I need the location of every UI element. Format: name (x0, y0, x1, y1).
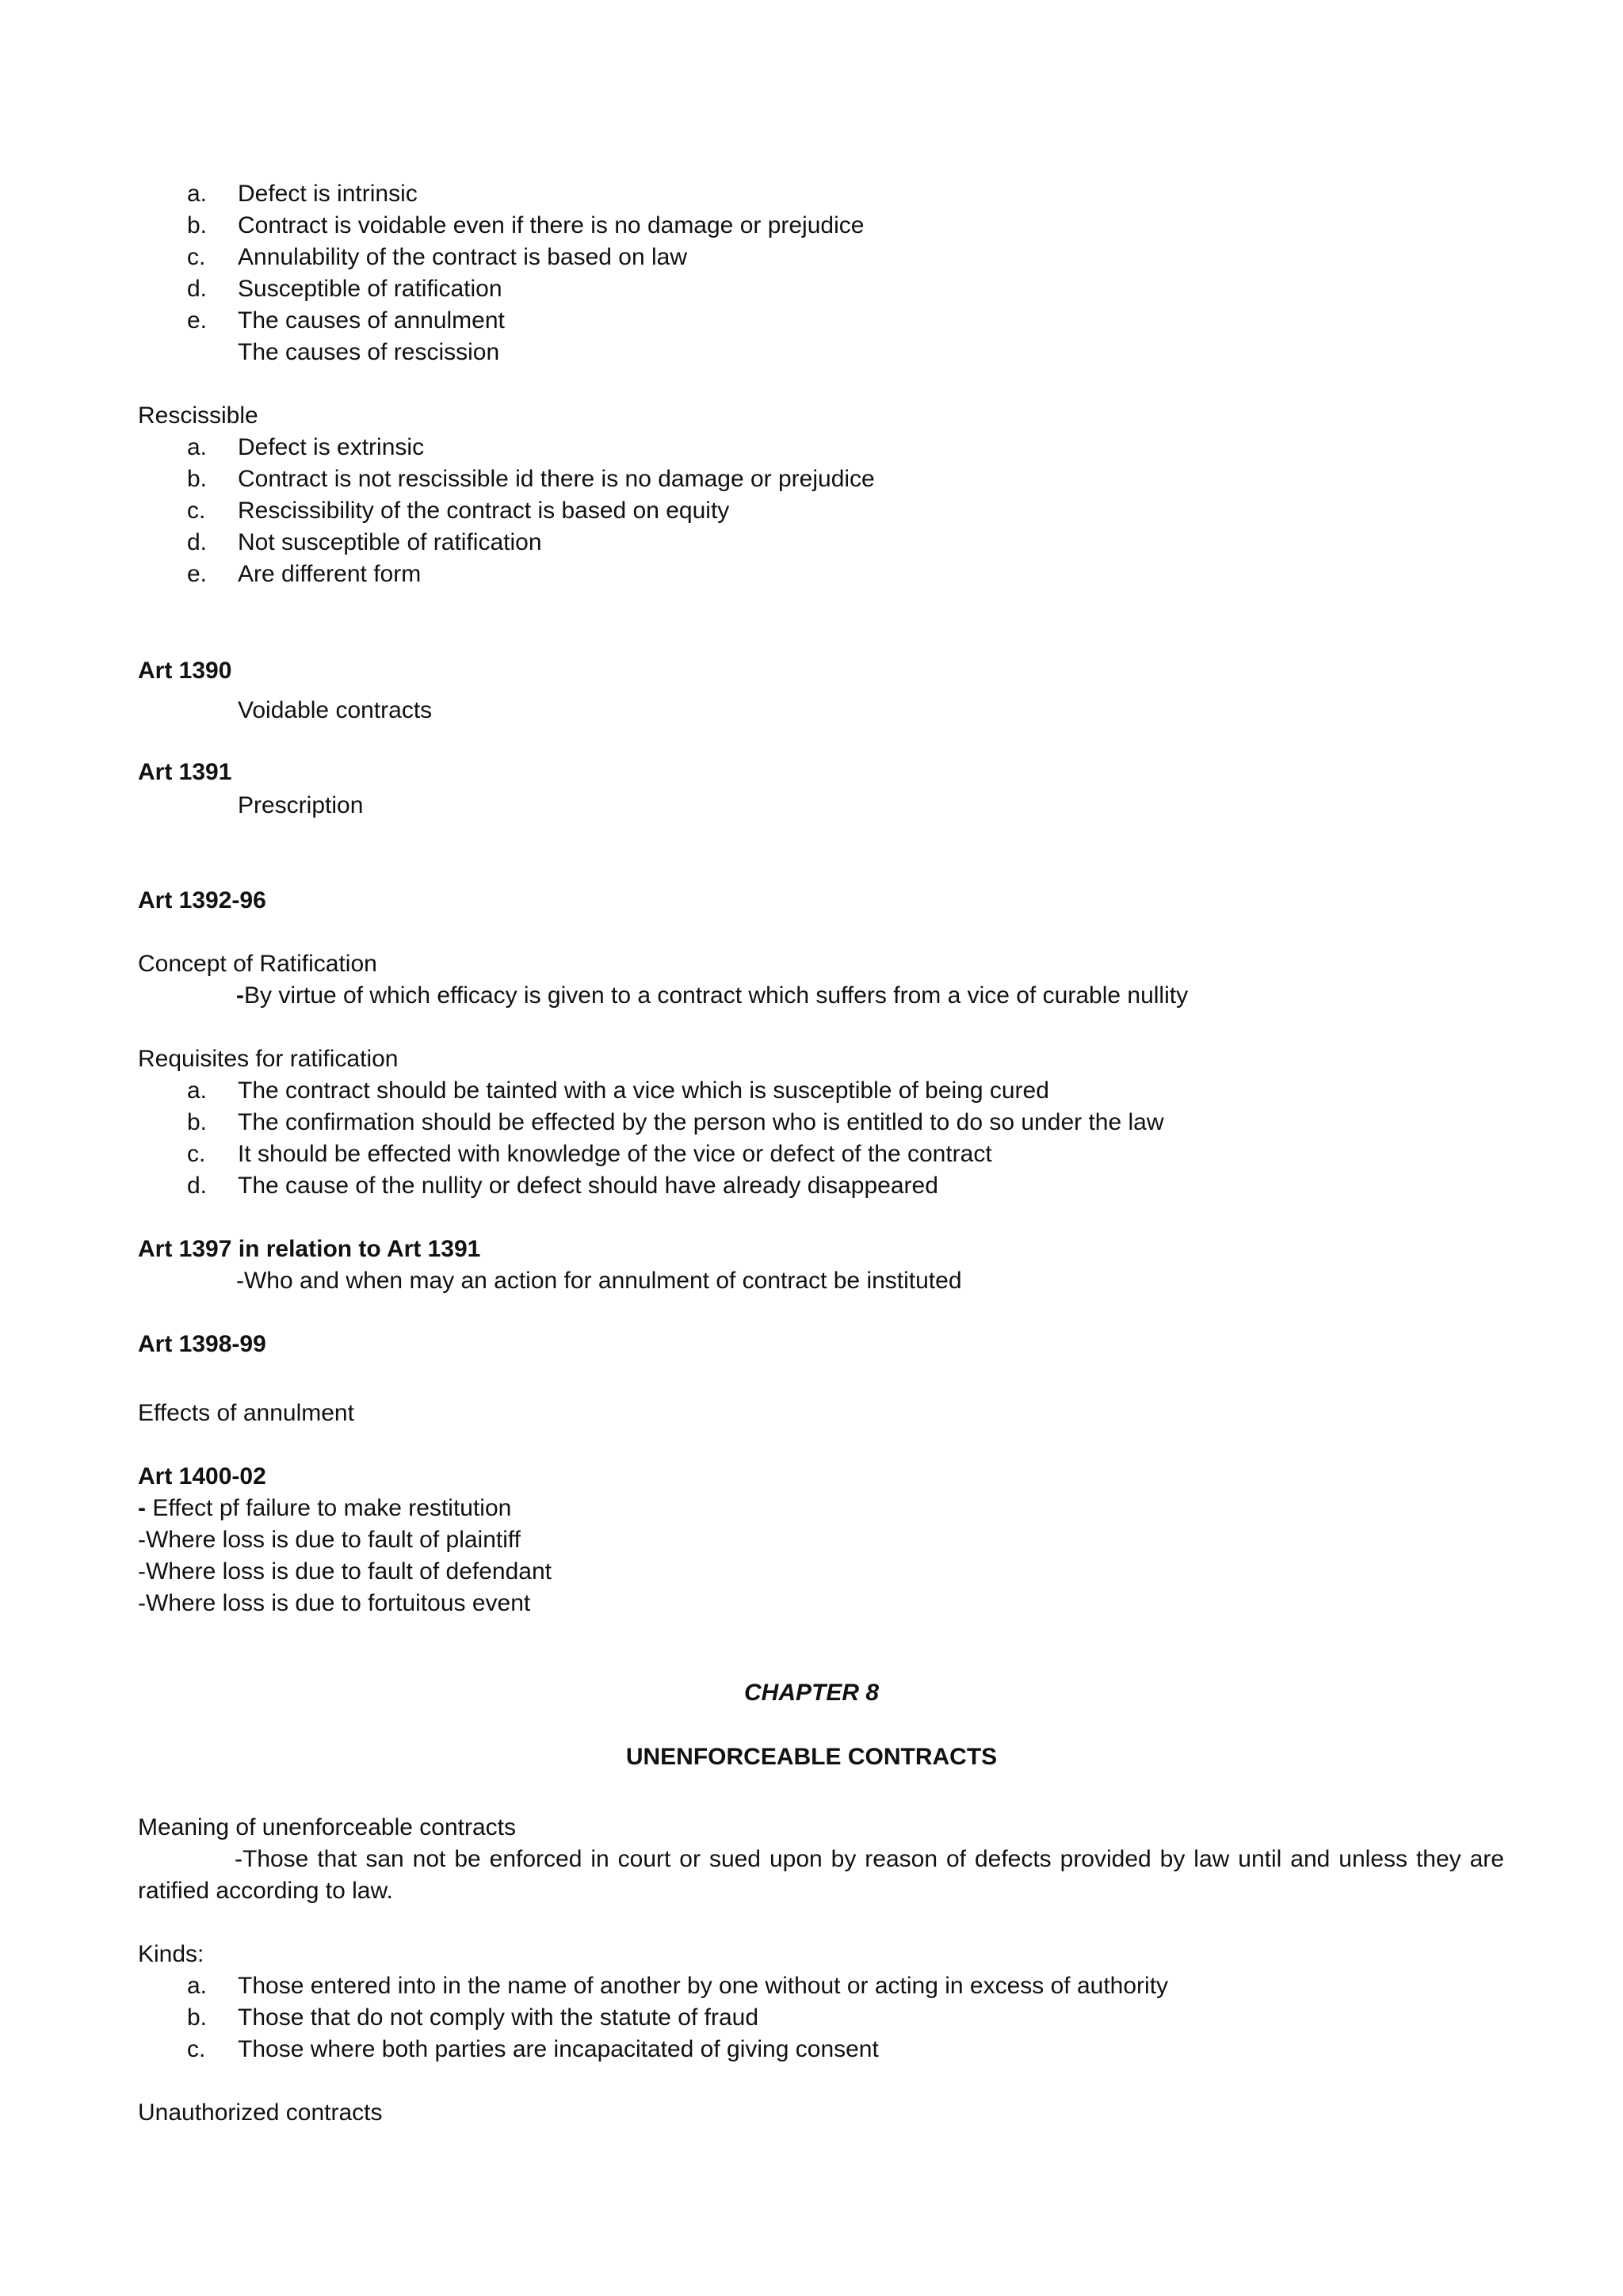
list-marker: c. (187, 1141, 206, 1167)
rescissible-heading: Rescissible (138, 402, 258, 429)
list-marker: a. (187, 1973, 208, 1999)
art-1390-heading: Art 1390 (138, 658, 232, 684)
dash-marker: - (138, 1495, 146, 1521)
ratification-concept-heading: Concept of Ratification (138, 951, 377, 977)
list-item: Contract is not rescissible id there is no damage or prejudice (238, 466, 875, 492)
list-marker: c. (187, 2036, 206, 2062)
art-1390-text: Voidable contracts (238, 697, 433, 723)
ratification-concept-text (236, 982, 1188, 1010)
list-item: Defect is intrinsic (238, 181, 418, 207)
list-marker: b. (187, 2004, 208, 2031)
list-marker: e. (187, 307, 208, 334)
list-marker: b. (187, 1109, 208, 1135)
concept-definition: By virtue of which efficacy is given to a contract which suffers from a vice of curable nullity (244, 982, 1189, 1009)
list-marker: b. (187, 466, 208, 492)
art-1392-heading: Art 1392-96 (138, 887, 266, 913)
list-item: The cause of the nullity or defect should have already disappeared (238, 1173, 938, 1199)
art-1391-text: Prescription (238, 792, 364, 818)
art-1398-heading: Art 1398-99 (138, 1331, 266, 1357)
list-item-continuation: The causes of rescission (238, 339, 500, 365)
list-item: Not susceptible of ratification (238, 529, 542, 555)
meaning-paragraph (138, 1844, 1504, 1907)
requisites-heading: Requisites for ratification (138, 1046, 399, 1072)
list-item: The confirmation should be effected by the person who is entitled to do so under the law (238, 1109, 1164, 1135)
list-marker: d. (187, 276, 208, 302)
list-item: It should be effected with knowledge of the vice or defect of the contract (238, 1141, 992, 1167)
list-item: Those that do not comply with the statute of fraud (238, 2004, 759, 2031)
list-marker: c. (187, 244, 206, 270)
kinds-heading: Kinds: (138, 1941, 204, 1967)
art-1397-text: -Who and when may an action for annulment of contract be instituted (236, 1268, 962, 1294)
list-item: Those where both parties are incapacitated of giving consent (238, 2036, 879, 2062)
dash-marker: - (236, 982, 244, 1009)
art-1400-line: -Where loss is due to fortuitous event (138, 1590, 531, 1616)
list-marker: a. (187, 181, 208, 207)
list-marker: c. (187, 498, 206, 524)
list-marker: a. (187, 434, 208, 460)
list-marker: d. (187, 1173, 208, 1199)
list-marker: a. (187, 1077, 208, 1104)
list-marker: d. (187, 529, 208, 555)
list-item: The causes of annulment (238, 307, 505, 334)
art-1400-heading: Art 1400-02 (138, 1463, 266, 1489)
art-1398-text: Effects of annulment (138, 1400, 354, 1426)
art-1400-line: -Where loss is due to fault of defendant (138, 1558, 552, 1585)
list-item: Rescissibility of the contract is based on equity (238, 498, 730, 524)
chapter-title: UNENFORCEABLE CONTRACTS (625, 1744, 998, 1770)
meaning-text: -Those that san not be enforced in court or sued upon by reason of defects provided by law until and unless they are ratified according to law. (138, 1846, 1504, 1904)
art-1400-line: -Where loss is due to fault of plaintiff (138, 1527, 521, 1553)
list-item: Are different form (238, 561, 422, 587)
art-1397-heading: Art 1397 in relation to Art 1391 (138, 1236, 481, 1262)
list-item: Defect is extrinsic (238, 434, 425, 460)
art-1391-heading: Art 1391 (138, 759, 232, 785)
effect-text: Effect pf failure to make restitution (146, 1495, 512, 1521)
list-item: Those entered into in the name of another by one without or acting in excess of authority (238, 1973, 1169, 1999)
list-item: The contract should be tainted with a vice which is susceptible of being cured (238, 1077, 1049, 1104)
chapter-label: CHAPTER 8 (743, 1680, 880, 1706)
list-marker: e. (187, 561, 208, 587)
list-item: Contract is voidable even if there is no damage or prejudice (238, 212, 865, 238)
list-item: Susceptible of ratification (238, 276, 502, 302)
meaning-heading: Meaning of unenforceable contracts (138, 1814, 516, 1840)
list-marker: b. (187, 212, 208, 238)
art-1400-first-line (138, 1494, 511, 1523)
list-item: Annulability of the contract is based on law (238, 244, 687, 270)
unauthorized-heading: Unauthorized contracts (138, 2100, 383, 2126)
